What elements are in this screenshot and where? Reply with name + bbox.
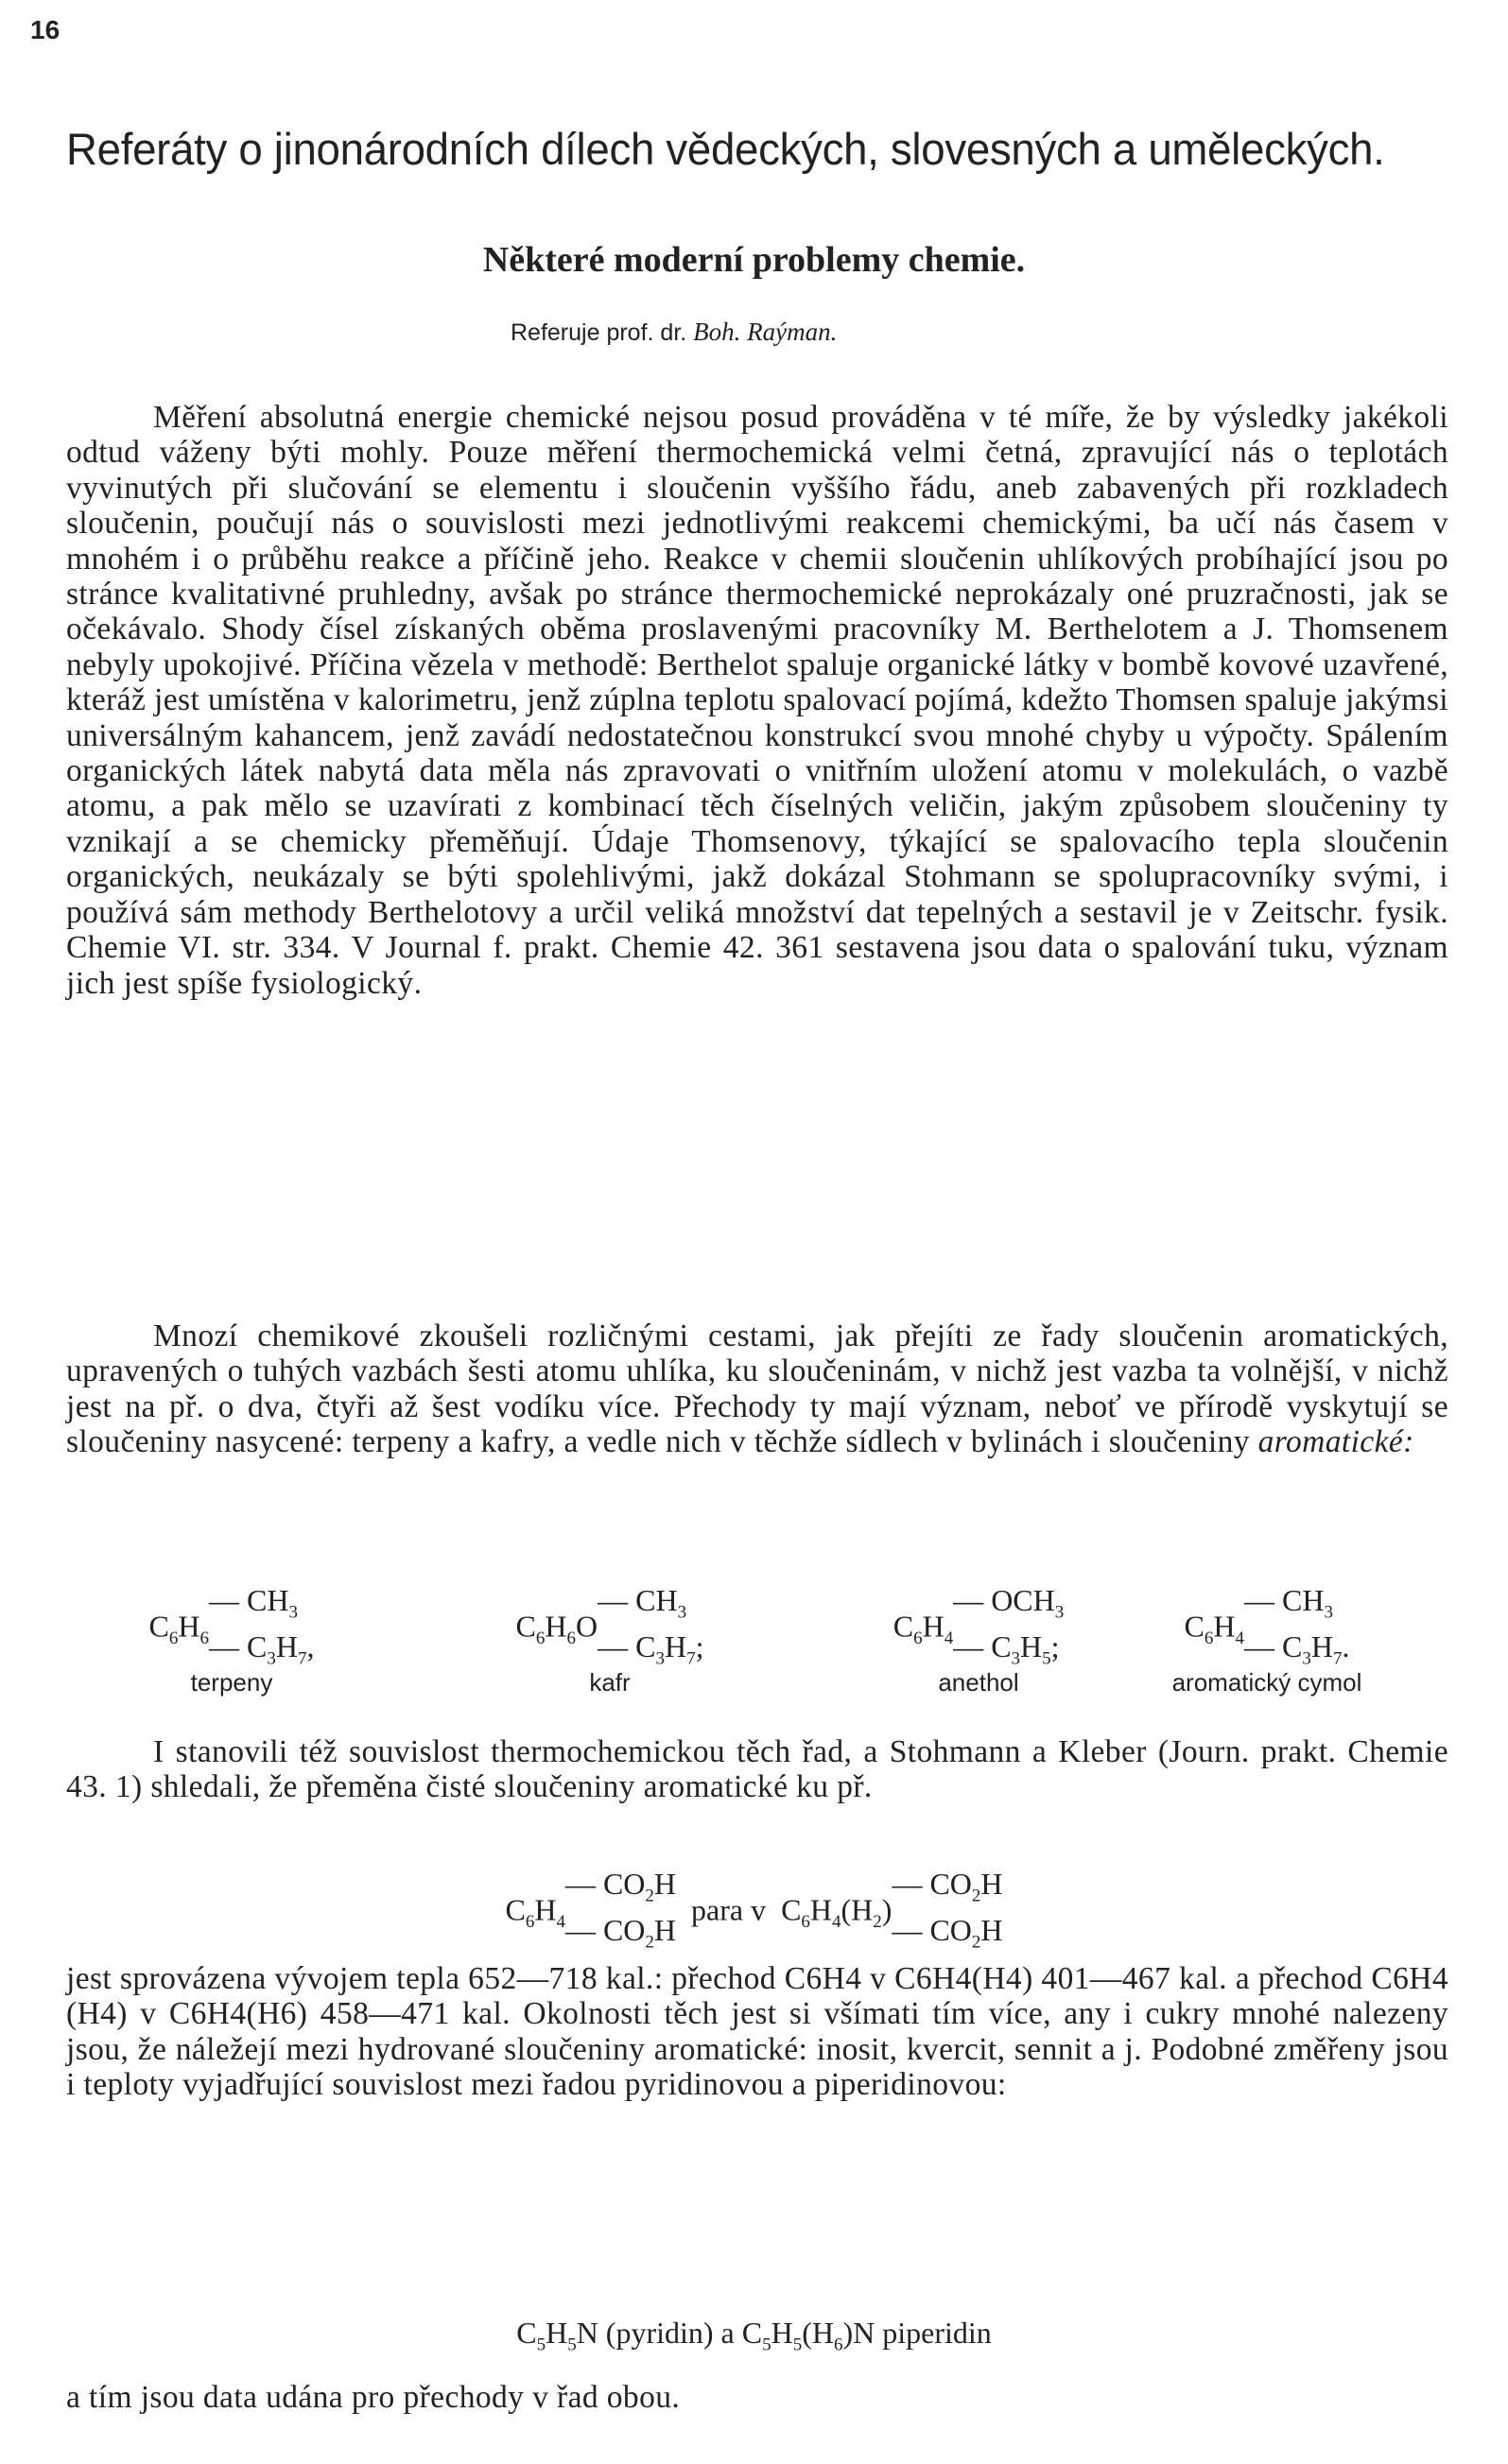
paragraph-2 <box>66 1318 1448 1460</box>
article-title: Některé moderní problemy chemie. <box>482 240 1026 280</box>
formula-phthalic: $C_6H_4—$ $CO_2H$ — $CO_2H$ para v $C_6H_4(H_2)—$ $CO_2H$ — $CO_2H$ <box>505 1867 1003 1953</box>
formula-kafr <box>449 1583 771 1697</box>
byline-prefix: Referuje prof. dr. <box>511 319 687 346</box>
page-number: 16 <box>30 15 61 44</box>
formula-terpeny-caption: terpeny <box>190 1668 273 1697</box>
formula-terpeny <box>118 1583 345 1697</box>
formula-cymol-caption: aromatický cymol <box>1171 1668 1362 1697</box>
formula-anethol-caption: anethol <box>938 1668 1019 1697</box>
formula-cymol <box>1059 1583 1475 1697</box>
section-title: Referáty o jinonárodních dílech vědeckých, slovesných a uměleckých. <box>66 124 1385 174</box>
byline <box>511 318 837 347</box>
byline-author: Boh. Raýman. <box>693 318 838 346</box>
paragraph-3: I stanovili též souvislost thermochemickou těch řad, a Stohmann a Kleber (Journ. prakt. Chemie 43. 1) shledali, že přeměna čisté sloučeniny aromatické ku př. <box>66 1734 1448 1805</box>
paragraph-4: jest sprovázena vývojem tepla 652—718 kal.: přechod C6H4 v C6H4(H4) 401—467 kal. a přechod C6H4 (H4) v C6H4(H6) 458—471 kal. Okolnosti těch jest si všímati tím více, any i cukry mnohé nalezeny jsou, že náležejí mezi hydrované sloučeniny aromatické: inosit, kvercit, sennit a j. Podobné změřeny jsou i teploty vyjadřující souvislost mezi řadou pyridinovou a piperidinovou: <box>66 1961 1448 2103</box>
paragraph-1: Měření absolutná energie chemické nejsou posud prováděna v té míře, že by výsledky jakékoli odtud váženy býti mohly. Pouze měření thermochemická velmi četná, zpravující nás o teplotách vyvinutých při slučování se elementu i sloučenin vyššího řádu, aneb zabavených při rozkladech sloučenin, poučují nás o souvislosti mezi jednotlivými reakcemi chemickými, ba učí nás časem v mnohém i o průběhu reakce a příčině jeho. Reakce v chemii sloučenin uhlíkových probíhající jsou po stránce kvalitativné pruhledny, avšak po stránce thermochemické neprokázaly oné pruzračnosti, jak se očekávalo. Shody čísel získaných oběma proslavenými pracovníky M. Berthelotem a J. Thomsenem nebyly upokojivé. Příčina vězela v methodě: Berthelot spaluje organické látky v bombě kovové uzavřené, kteráž jest umístěna v kalorimetru, jenž zúplna teplotu spalovací pojímá, kdežto Thomsen spaluje jakýmsi universálným kahancem, jenž zavádí nedostatečnou konstrukcí svou mnohé chyby u výpočty. Spálením organických látek nabytá data měla nás zpravovati o vnitřním uložení atomu v molekulách, o vazbě atomu, a pak mělo se uzavírati z kombinací těch číselných veličin, jakým způsobem sloučeniny ty vznikají a se chemicky přeměňují. Údaje Thomsenovy, týkající se spalovacího tepla sloučenin organických, neukázaly se býti spolehlivými, jakž dokázal Stohmann se spolupracovníky svými, i používá sám methody Berthelotovy a určil veliká množství dat tepelných a sestavil je v Zeitschr. fysik. Chemie VI. str. 334. V Journal f. prakt. Chemie 42. 361 sestavena jsou data o spalování tuku, význam jich jest spíše fysiologický. <box>66 400 1448 1001</box>
paragraph-2-italic: aromatické: <box>1257 1424 1414 1460</box>
formula-row <box>66 1583 1448 1715</box>
formula-kafr-structure: $C_6H_6O—$ $CH_3$ — $C_3H_7$; <box>515 1583 704 1669</box>
formula-pyridin-label: (pyridin) a <box>605 2316 735 2350</box>
formula-para-word: para v <box>691 1892 767 1927</box>
formula-cymol-structure: $C_6H_4—$ $CH_3$ — $C_3H_7$. <box>1184 1583 1350 1669</box>
formula-terpeny-structure: $C_6H_6—$ $CH_3$ — $C_3H_7$, <box>148 1583 315 1669</box>
paragraph-2-text: Mnozí chemikové zkoušeli rozličnými cestami, jak přejíti ze řady sloučenin aromatických, upravených o tuhých vazbách šesti atomu uhlíka, ku sloučeninám, v nichž jest vazba ta volnější, v nichž jest na př. o dva, čtyři až šest vodíku více. Přechody ty mají význam, neboť ve přírodě vyskytují se sloučeniny nasycené: terpeny a kafry, a vedle nich v těchže sídlech v bylinách i sloučeniny <box>66 1318 1448 1460</box>
formula-pyridin: $C_5H_5N$ (pyridin) a $C_5H_5(H_6)N$ piperidin <box>516 2316 992 2355</box>
formula-piperidin-label: piperidin <box>882 2316 992 2350</box>
formula-anethol-structure: $C_6H_4—$ $OCH_3$ — $C_3H_5$; <box>893 1583 1065 1669</box>
formula-kafr-caption: kafr <box>589 1668 631 1697</box>
paragraph-5: a tím jsou data udána pro přechody v řad obou. <box>66 2380 681 2415</box>
